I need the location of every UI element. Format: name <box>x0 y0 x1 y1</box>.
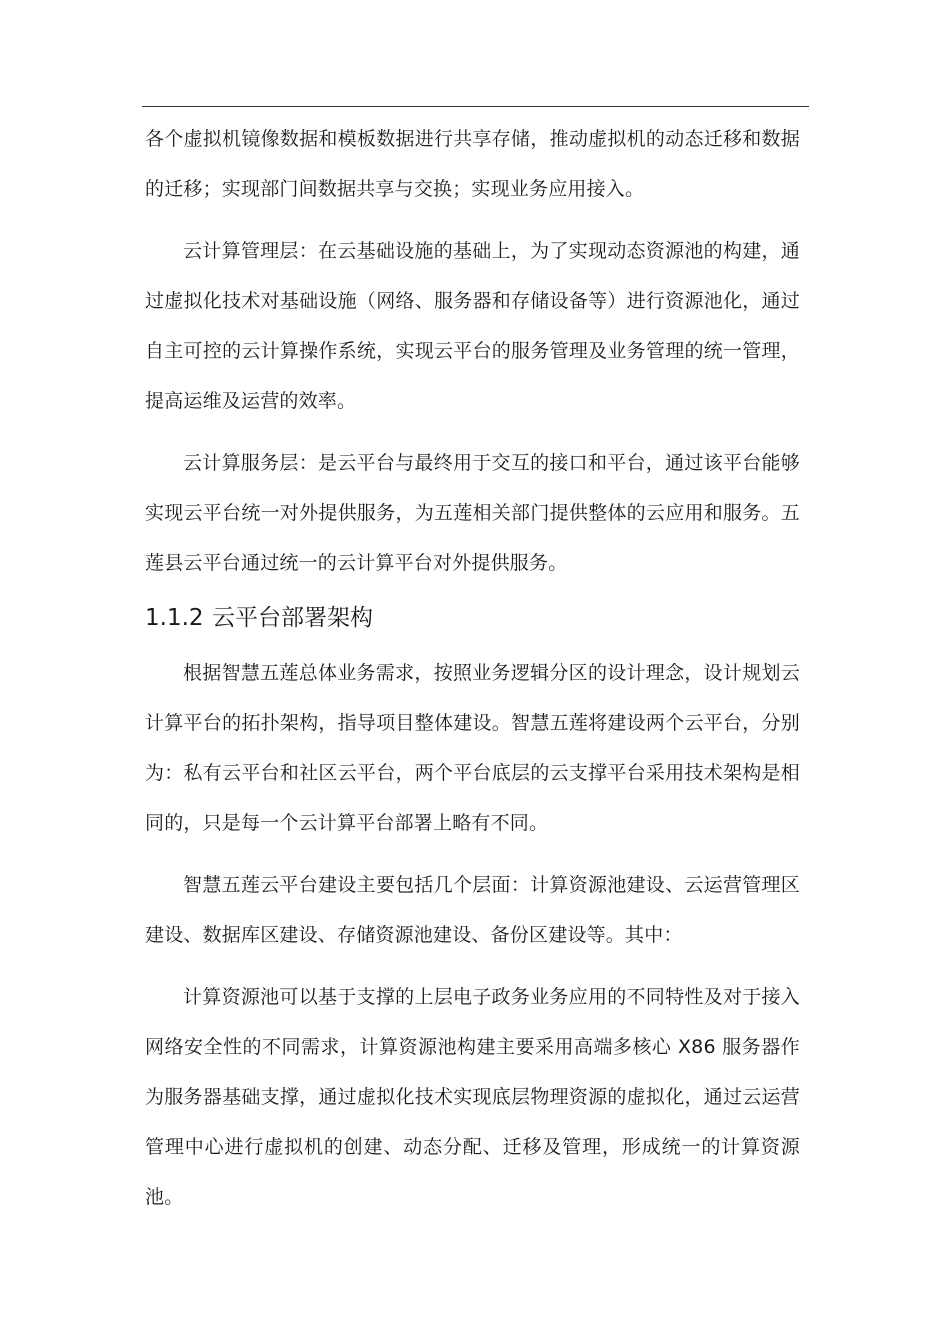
paragraph-compute-pool: 计算资源池可以基于支撑的上层电子政务业务应用的不同特性及对于接入网络安全性的不同需求，计算资源池构建主要采用高端多核心 X86 服务器作为服务器基础支撑，通过虚拟化技术实现底层物理资源的虚拟化，通过云运营管理中心进行虚拟机的创建、动态分配、迁移及管理，形成统一的计算资源池。 <box>145 986 800 1208</box>
section-number: 1.1.2 <box>145 605 204 631</box>
document-body <box>145 114 800 1222</box>
section-heading <box>145 588 800 648</box>
paragraph-service-layer: 云计算服务层：是云平台与最终用于交互的接口和平台，通过该平台能够实现云平台统一对外提供服务，为五莲相关部门提供整体的云应用和服务。五莲县云平台通过统一的云计算平台对外提供服务。 <box>145 452 800 574</box>
paragraph-continuation: 各个虚拟机镜像数据和模板数据进行共享存储，推动虚拟机的动态迁移和数据的迁移；实现部门间数据共享与交换；实现业务应用接入。 <box>145 128 800 200</box>
paragraph-deployment-overview: 根据智慧五莲总体业务需求，按照业务逻辑分区的设计理念，设计规划云计算平台的拓扑架构，指导项目整体建设。智慧五莲将建设两个云平台，分别为：私有云平台和社区云平台，两个平台底层的云支撑平台采用技术架构是相同的，只是每一个云计算平台部署上略有不同。 <box>145 662 800 834</box>
header-rule <box>142 106 809 107</box>
section-title: 云平台部署架构 <box>212 605 373 631</box>
paragraph-construction-layers: 智慧五莲云平台建设主要包括几个层面：计算资源池建设、云运营管理区建设、数据库区建设、存储资源池建设、备份区建设等。其中： <box>145 874 800 946</box>
paragraph-management-layer: 云计算管理层：在云基础设施的基础上，为了实现动态资源池的构建，通过虚拟化技术对基础设施（网络、服务器和存储设备等）进行资源池化，通过自主可控的云计算操作系统，实现云平台的服务管理及业务管理的统一管理，提高运维及运营的效率。 <box>145 240 800 412</box>
